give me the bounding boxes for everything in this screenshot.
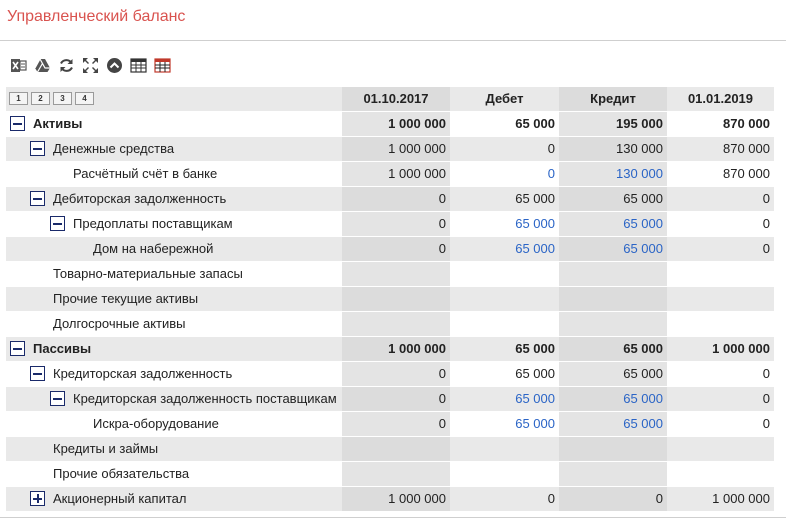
cell-start: 1 000 000 bbox=[342, 111, 450, 136]
cell-end bbox=[667, 461, 774, 486]
cell-credit bbox=[559, 436, 667, 461]
level-buttons bbox=[9, 92, 342, 105]
table-row bbox=[6, 136, 774, 161]
row-label: Расчётный счёт в банке bbox=[73, 166, 218, 182]
cell-credit bbox=[559, 461, 667, 486]
cell-end: 0 bbox=[667, 361, 774, 386]
cell-debit: 0 bbox=[450, 136, 559, 161]
expand-toggle-icon[interactable] bbox=[30, 491, 45, 506]
table-row bbox=[6, 486, 774, 511]
row-label: Товарно-материальные запасы bbox=[53, 266, 243, 282]
table-row bbox=[6, 386, 774, 411]
table-row bbox=[6, 186, 774, 211]
table-row bbox=[6, 261, 774, 286]
cell-credit-link[interactable]: 65 000 bbox=[559, 211, 667, 236]
row-label: Прочие обязательства bbox=[53, 466, 190, 482]
row-label: Акционерный капитал bbox=[53, 491, 187, 507]
table-row bbox=[6, 361, 774, 386]
table-row bbox=[6, 336, 774, 361]
cell-debit-link[interactable]: 65 000 bbox=[450, 236, 559, 261]
column-header-end-date: 01.01.2019 bbox=[667, 87, 774, 111]
column-header-start-date: 01.10.2017 bbox=[342, 87, 450, 111]
table-row bbox=[6, 211, 774, 236]
collapse-toggle-icon[interactable] bbox=[50, 216, 65, 231]
cell-debit: 65 000 bbox=[450, 336, 559, 361]
cell-debit: 65 000 bbox=[450, 111, 559, 136]
collapse-up-icon[interactable] bbox=[105, 56, 124, 75]
collapse-toggle-icon[interactable] bbox=[30, 191, 45, 206]
cell-credit-link[interactable]: 65 000 bbox=[559, 386, 667, 411]
collapse-toggle-icon[interactable] bbox=[10, 341, 25, 356]
cell-credit bbox=[559, 286, 667, 311]
bottom-divider bbox=[0, 517, 786, 518]
table-header-row bbox=[6, 87, 774, 111]
cell-credit: 195 000 bbox=[559, 111, 667, 136]
cell-start bbox=[342, 311, 450, 336]
table-row bbox=[6, 436, 774, 461]
cell-start: 0 bbox=[342, 211, 450, 236]
cell-start: 1 000 000 bbox=[342, 136, 450, 161]
cell-debit bbox=[450, 461, 559, 486]
balance-table bbox=[6, 87, 774, 512]
cell-end bbox=[667, 311, 774, 336]
cell-end: 870 000 bbox=[667, 136, 774, 161]
cell-start bbox=[342, 286, 450, 311]
page-title: Управленческий баланс bbox=[7, 8, 186, 25]
title-bar bbox=[0, 0, 786, 41]
cell-start bbox=[342, 461, 450, 486]
table-row bbox=[6, 286, 774, 311]
cell-end bbox=[667, 286, 774, 311]
cell-start: 0 bbox=[342, 411, 450, 436]
table-row bbox=[6, 236, 774, 261]
cell-credit: 130 000 bbox=[559, 136, 667, 161]
column-header-credit: Кредит bbox=[559, 87, 667, 111]
table-row bbox=[6, 461, 774, 486]
cell-credit: 0 bbox=[559, 486, 667, 511]
table-row bbox=[6, 161, 774, 186]
column-header-debit: Дебет bbox=[450, 87, 559, 111]
row-label: Кредиты и займы bbox=[53, 441, 159, 457]
cell-debit: 65 000 bbox=[450, 361, 559, 386]
cell-debit-link[interactable]: 0 bbox=[450, 161, 559, 186]
collapse-toggle-icon[interactable] bbox=[10, 116, 25, 131]
cell-end: 0 bbox=[667, 186, 774, 211]
cell-start: 0 bbox=[342, 361, 450, 386]
cell-credit: 65 000 bbox=[559, 361, 667, 386]
cell-end bbox=[667, 261, 774, 286]
row-label: Дом на набережной bbox=[93, 241, 214, 257]
collapse-toggle-icon[interactable] bbox=[30, 141, 45, 156]
table-icon[interactable] bbox=[129, 56, 148, 75]
toolbar bbox=[9, 56, 172, 76]
row-label: Искра-оборудование bbox=[93, 416, 219, 432]
cell-debit-link[interactable]: 65 000 bbox=[450, 211, 559, 236]
cell-debit bbox=[450, 436, 559, 461]
cell-credit-link[interactable]: 130 000 bbox=[559, 161, 667, 186]
cell-end: 0 bbox=[667, 386, 774, 411]
google-drive-icon[interactable] bbox=[33, 56, 52, 75]
row-label: Пассивы bbox=[33, 341, 92, 357]
cell-end: 0 bbox=[667, 236, 774, 261]
row-label: Активы bbox=[33, 116, 83, 132]
cell-debit bbox=[450, 286, 559, 311]
cell-start: 1 000 000 bbox=[342, 336, 450, 361]
table-row bbox=[6, 311, 774, 336]
cell-credit bbox=[559, 261, 667, 286]
level-2-button[interactable]: 2 bbox=[31, 92, 50, 105]
cell-end: 870 000 bbox=[667, 161, 774, 186]
level-buttons-cell bbox=[6, 87, 342, 111]
cell-credit-link[interactable]: 65 000 bbox=[559, 236, 667, 261]
table-row bbox=[6, 411, 774, 436]
cell-debit: 65 000 bbox=[450, 186, 559, 211]
row-label: Кредиторская задолженность bbox=[53, 366, 233, 382]
cell-start: 0 bbox=[342, 186, 450, 211]
collapse-toggle-icon[interactable] bbox=[30, 366, 45, 381]
level-3-button[interactable]: 3 bbox=[53, 92, 72, 105]
refresh-icon[interactable] bbox=[57, 56, 76, 75]
cell-end: 870 000 bbox=[667, 111, 774, 136]
row-label: Дебиторская задолженность bbox=[53, 191, 227, 207]
row-label: Прочие текущие активы bbox=[53, 291, 199, 307]
cell-start bbox=[342, 261, 450, 286]
cell-credit: 65 000 bbox=[559, 186, 667, 211]
cell-end: 0 bbox=[667, 411, 774, 436]
cell-debit bbox=[450, 261, 559, 286]
cell-debit: 0 bbox=[450, 486, 559, 511]
cell-start: 0 bbox=[342, 386, 450, 411]
cell-end: 1 000 000 bbox=[667, 336, 774, 361]
cell-end bbox=[667, 436, 774, 461]
cell-end: 0 bbox=[667, 211, 774, 236]
row-label: Предоплаты поставщикам bbox=[73, 216, 233, 232]
cell-debit-link[interactable]: 65 000 bbox=[450, 411, 559, 436]
row-label: Долгосрочные активы bbox=[53, 316, 186, 332]
fullscreen-icon[interactable] bbox=[81, 56, 100, 75]
cell-debit bbox=[450, 311, 559, 336]
cell-start: 1 000 000 bbox=[342, 161, 450, 186]
cell-credit-link[interactable]: 65 000 bbox=[559, 411, 667, 436]
cell-start: 0 bbox=[342, 236, 450, 261]
cell-credit bbox=[559, 311, 667, 336]
cell-end: 1 000 000 bbox=[667, 486, 774, 511]
row-label: Денежные средства bbox=[53, 141, 175, 157]
cell-start: 1 000 000 bbox=[342, 486, 450, 511]
cell-credit: 65 000 bbox=[559, 336, 667, 361]
cell-start bbox=[342, 436, 450, 461]
collapse-toggle-icon[interactable] bbox=[50, 391, 65, 406]
table-row bbox=[6, 111, 774, 136]
level-1-button[interactable]: 1 bbox=[9, 92, 28, 105]
cell-debit-link[interactable]: 65 000 bbox=[450, 386, 559, 411]
excel-export-icon[interactable] bbox=[9, 56, 28, 75]
level-4-button[interactable]: 4 bbox=[75, 92, 94, 105]
row-label: Кредиторская задолженность поставщикам bbox=[73, 391, 337, 407]
table-grid-icon[interactable] bbox=[153, 56, 172, 75]
